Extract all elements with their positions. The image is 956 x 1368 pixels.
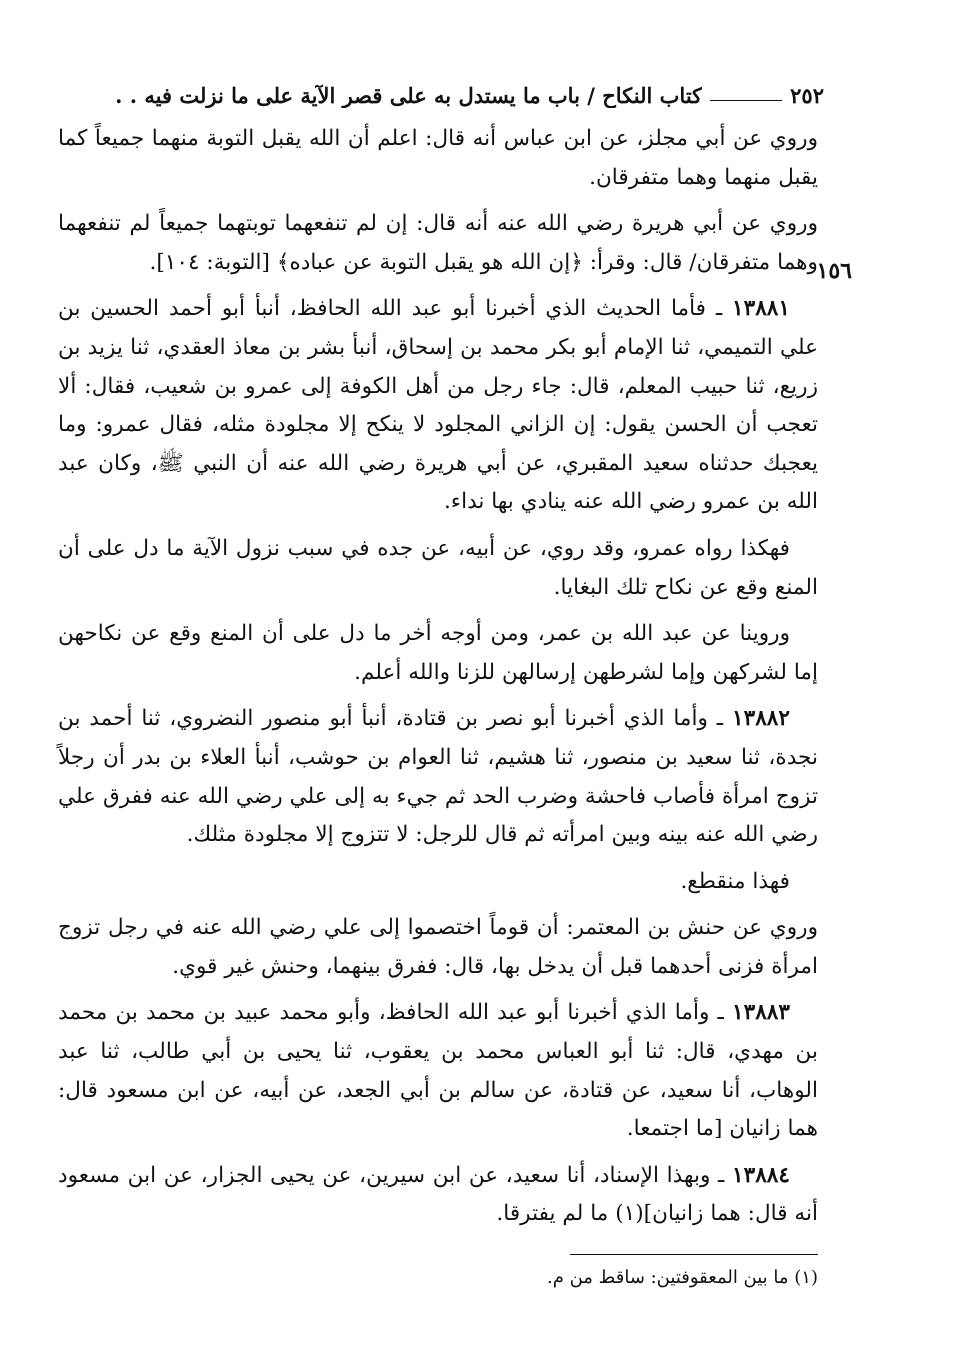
page-header <box>58 74 824 108</box>
paragraph-text: فهذا منقطع. <box>680 868 790 894</box>
footnote-divider <box>570 1254 818 1255</box>
paragraph-text: وروينا عن عبد الله بن عمر، ومن أوجه أخر ما دل على أن المنع وقع عن نكاحهن إما لشركهن وإما لشرطهن إرسالهن للزنا والله أعلم. <box>58 621 818 685</box>
footnote: (١) ما بين المعقوفتين: ساقط من م. <box>546 1267 818 1288</box>
paragraph-text: وروي عن أبي مجلز، عن ابن عباس أنه قال: اعلم أن الله يقبل التوبة منهما جميعاً كما يقبل منهما وهما متفرقان. <box>58 126 818 190</box>
paragraph <box>58 205 818 282</box>
paragraph <box>58 120 818 197</box>
paragraph <box>58 863 818 902</box>
running-title: كتاب النكاح / باب ما يستدل به على قصر الآية على ما نزلت فيه . . <box>115 83 703 108</box>
paragraph <box>58 909 818 986</box>
page-number: ٢٥٢ <box>790 83 824 108</box>
header-rule <box>710 100 782 101</box>
hadith-number: ١٣٨٨٤ <box>732 1162 790 1188</box>
paragraph-text: وروي عن أبي هريرة رضي الله عنه أنه قال: إن لم تنفعهما توبتهما جميعاً لم تنفعهما وهما متفرقان/ قال: وقرأ: ﴿إن الله هو يقبل التوبة عن عباده﴾ [التوبة: ١٠٤]. <box>58 211 818 275</box>
paragraph-text: فهكذا رواه عمرو، وقد روي، عن أبيه، عن جده في سبب نزول الآية ما دل على أن المنع وقع عن نكاح تلك البغايا. <box>58 535 818 600</box>
margin-page-marker: ١٥٦ <box>816 258 852 284</box>
paragraph-text: ـ وبهذا الإسناد، أنا سعيد، عن ابن سيرين، عن يحيى الجزار، عن ابن مسعود أنه قال: هما زانيان](١) ما لم يفترقا. <box>58 1162 818 1227</box>
paragraph-text: ـ وأما الذي أخبرنا أبو نصر بن قتادة، أنبأ أبو منصور النضروي، ثنا أحمد بن نجدة، ثنا سعيد بن منصور، ثنا هشيم، ثنا العوام بن حوشب، أنبأ العلاء بن بدر أن رجلاً تزوج امرأة فأصاب فاحشة وضرب الحد ثم جيء به إلى علي رضي الله عنه ففرق علي رضي الله عنه بينه وبين امرأته ثم قال للرجل: لا تتزوج إلا مجلودة مثلك. <box>58 706 818 848</box>
paragraph <box>58 530 818 607</box>
main-text <box>58 120 818 1242</box>
hadith-number: ١٣٨٨٢ <box>732 706 790 732</box>
paragraph-text: وروي عن حنش بن المعتمر: أن قوماً اختصموا إلى علي رضي الله عنه في رجل تزوج امرأة فزنى أحدهما قبل أن يدخل بها، قال: ففرق بينهما، وحنش غير قوي. <box>58 915 818 979</box>
hadith-paragraph <box>58 290 818 522</box>
hadith-paragraph <box>58 1157 818 1234</box>
paragraph-text: ـ وأما الذي أخبرنا أبو عبد الله الحافظ، وأبو محمد عبيد بن محمد بن محمد بن مهدي، قال: ثنا أبو العباس محمد بن يعقوب، ثنا يحيى بن أبي طالب، ثنا عبد الوهاب، أنا سعيد، عن قتادة، عن سالم بن أبي الجعد، عن أبيه، عن ابن مسعود قال: هما زانيان [ما اجتمعا. <box>58 1000 818 1142</box>
hadith-number: ١٣٨٨٣ <box>732 1000 790 1026</box>
hadith-paragraph <box>58 994 818 1148</box>
paragraph-text: ـ فأما الحديث الذي أخبرنا أبو عبد الله الحافظ، أنبأ أبو أحمد الحسين بن علي التميمي، ثنا الإمام أبو بكر محمد بن إسحاق، أنبأ بشر بن معاذ العقدي، ثنا يزيد بن زريع، ثنا حبيب المعلم، قال: جاء رجل من أهل الكوفة إلى عمرو بن شعيب، فقال: ألا تعجب أن الحسن يقول: إن الزاني المجلود لا ينكح إلا مجلودة مثله، فقال عمرو: وما يعجبك حدثناه سعيد المقبري، عن أبي هريرة رضي الله عنه أن النبي ﷺ، وكان عبد الله بن عمرو رضي الله عنه ينادي بها نداء. <box>58 296 818 515</box>
hadith-paragraph <box>58 700 818 854</box>
hadith-number: ١٣٨٨١ <box>732 296 790 322</box>
paragraph <box>58 615 818 692</box>
